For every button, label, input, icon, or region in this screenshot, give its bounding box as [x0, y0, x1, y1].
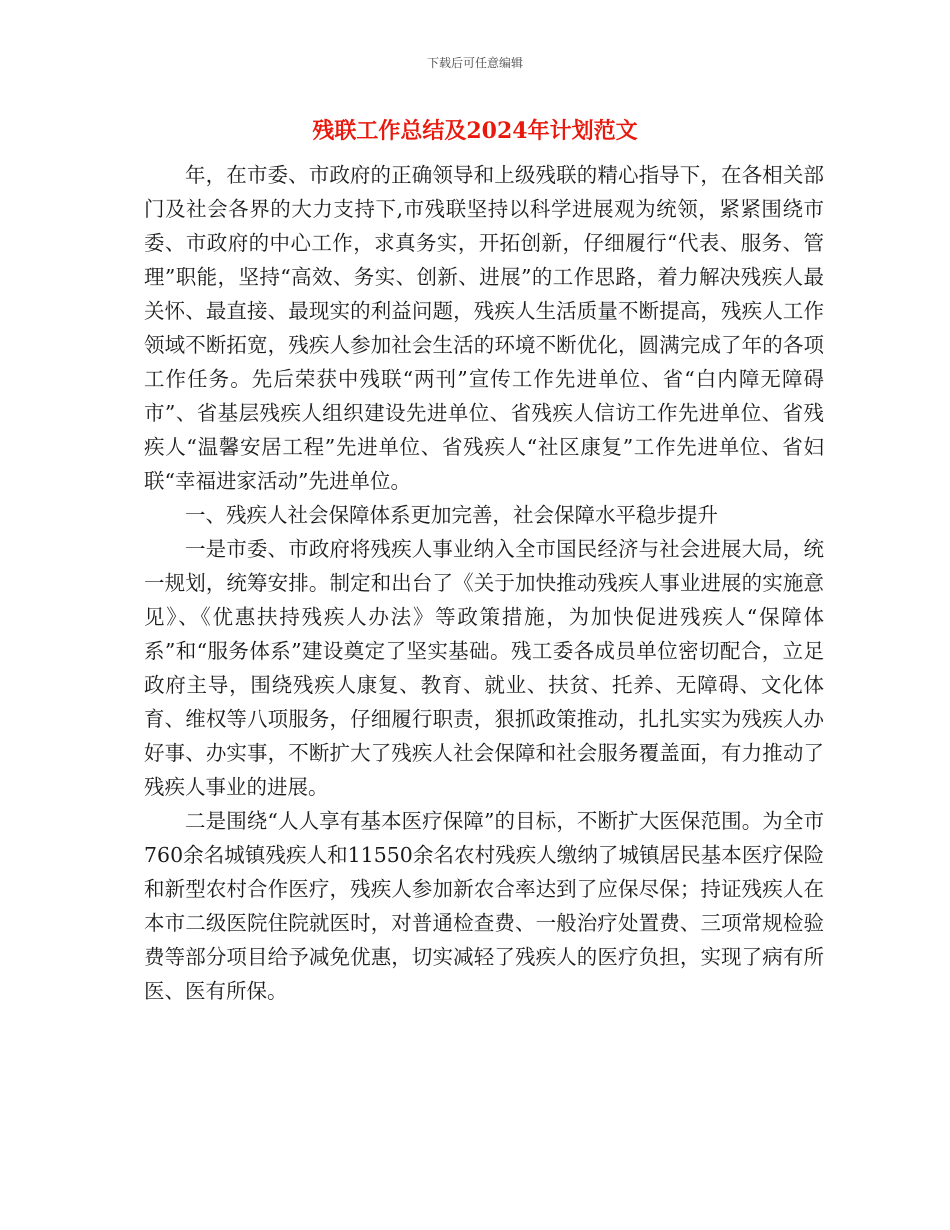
paragraph-point-1: 一是市委、市政府将残疾人事业纳入全市国民经济与社会进展大局，统一规划，统筹安排。制定和出台了《关于加快推动残疾人事业进展的实施意见》、《优惠扶持残疾人办法》等政策措施，为加快促进残疾人“保障体系”和“服务体系”建设奠定了坚实基础。残工委各成员单位密切配合，立足政府主导，围绕残疾人康复、教育、就业、扶贫、托养、无障碍、文化体育、维权等八项服务，仔细履行职责，狠抓政策推动，扎扎实实为残疾人办好事、办实事，不断扩大了残疾人社会保障和社会服务覆盖面，有力推动了残疾人事业的进展。 [144, 537, 824, 799]
header-note: 下载后可任意编辑 [426, 56, 523, 70]
document-body [144, 158, 824, 1008]
paragraph-intro: 年，在市委、市政府的正确领导和上级残联的精心指导下，在各相关部门及社会各界的大力支持下,市残联坚持以科学进展观为统领，紧紧围绕市委、市政府的中心工作，求真务实，开拓创新，仔细履行“代表、服务、管理”职能，坚持“高效、务实、创新、进展”的工作思路，着力解决残疾人最关怀、最直接、最现实的利益问题，残疾人生活质量不断提高，残疾人工作领域不断拓宽，残疾人参加社会生活的环境不断优化，圆满完成了年的各项工作任务。先后荣获中残联“两刊”宣传工作先进单位、省“白内障无障碍市”、省基层残疾人组织建设先进单位、省残疾人信访工作先进单位、省残疾人“温馨安居工程”先进单位、省残疾人“社区康复”工作先进单位、省妇联“幸福进家活动”先进单位。 [144, 163, 824, 493]
section-heading-1: 一、残疾人社会保障体系更加完善，社会保障水平稳步提升 [185, 503, 718, 527]
paragraph-point-2: 二是围绕“人人享有基本医疗保障”的目标，不断扩大医保范围。为全市760余名城镇残疾人和11550余名农村残疾人缴纳了城镇居民基本医疗保险和新型农村合作医疗，残疾人参加新农合率达到了应保尽保；持证残疾人在本市二级医院住院就医时，对普通检查费、一般治疗处置费、三项常规检验费等部分项目给予减免优惠，切实减轻了残疾人的医疗负担，实现了病有所医、医有所保。 [144, 809, 824, 1003]
document-title: 残联工作总结及2024年计划范文 [312, 118, 638, 144]
